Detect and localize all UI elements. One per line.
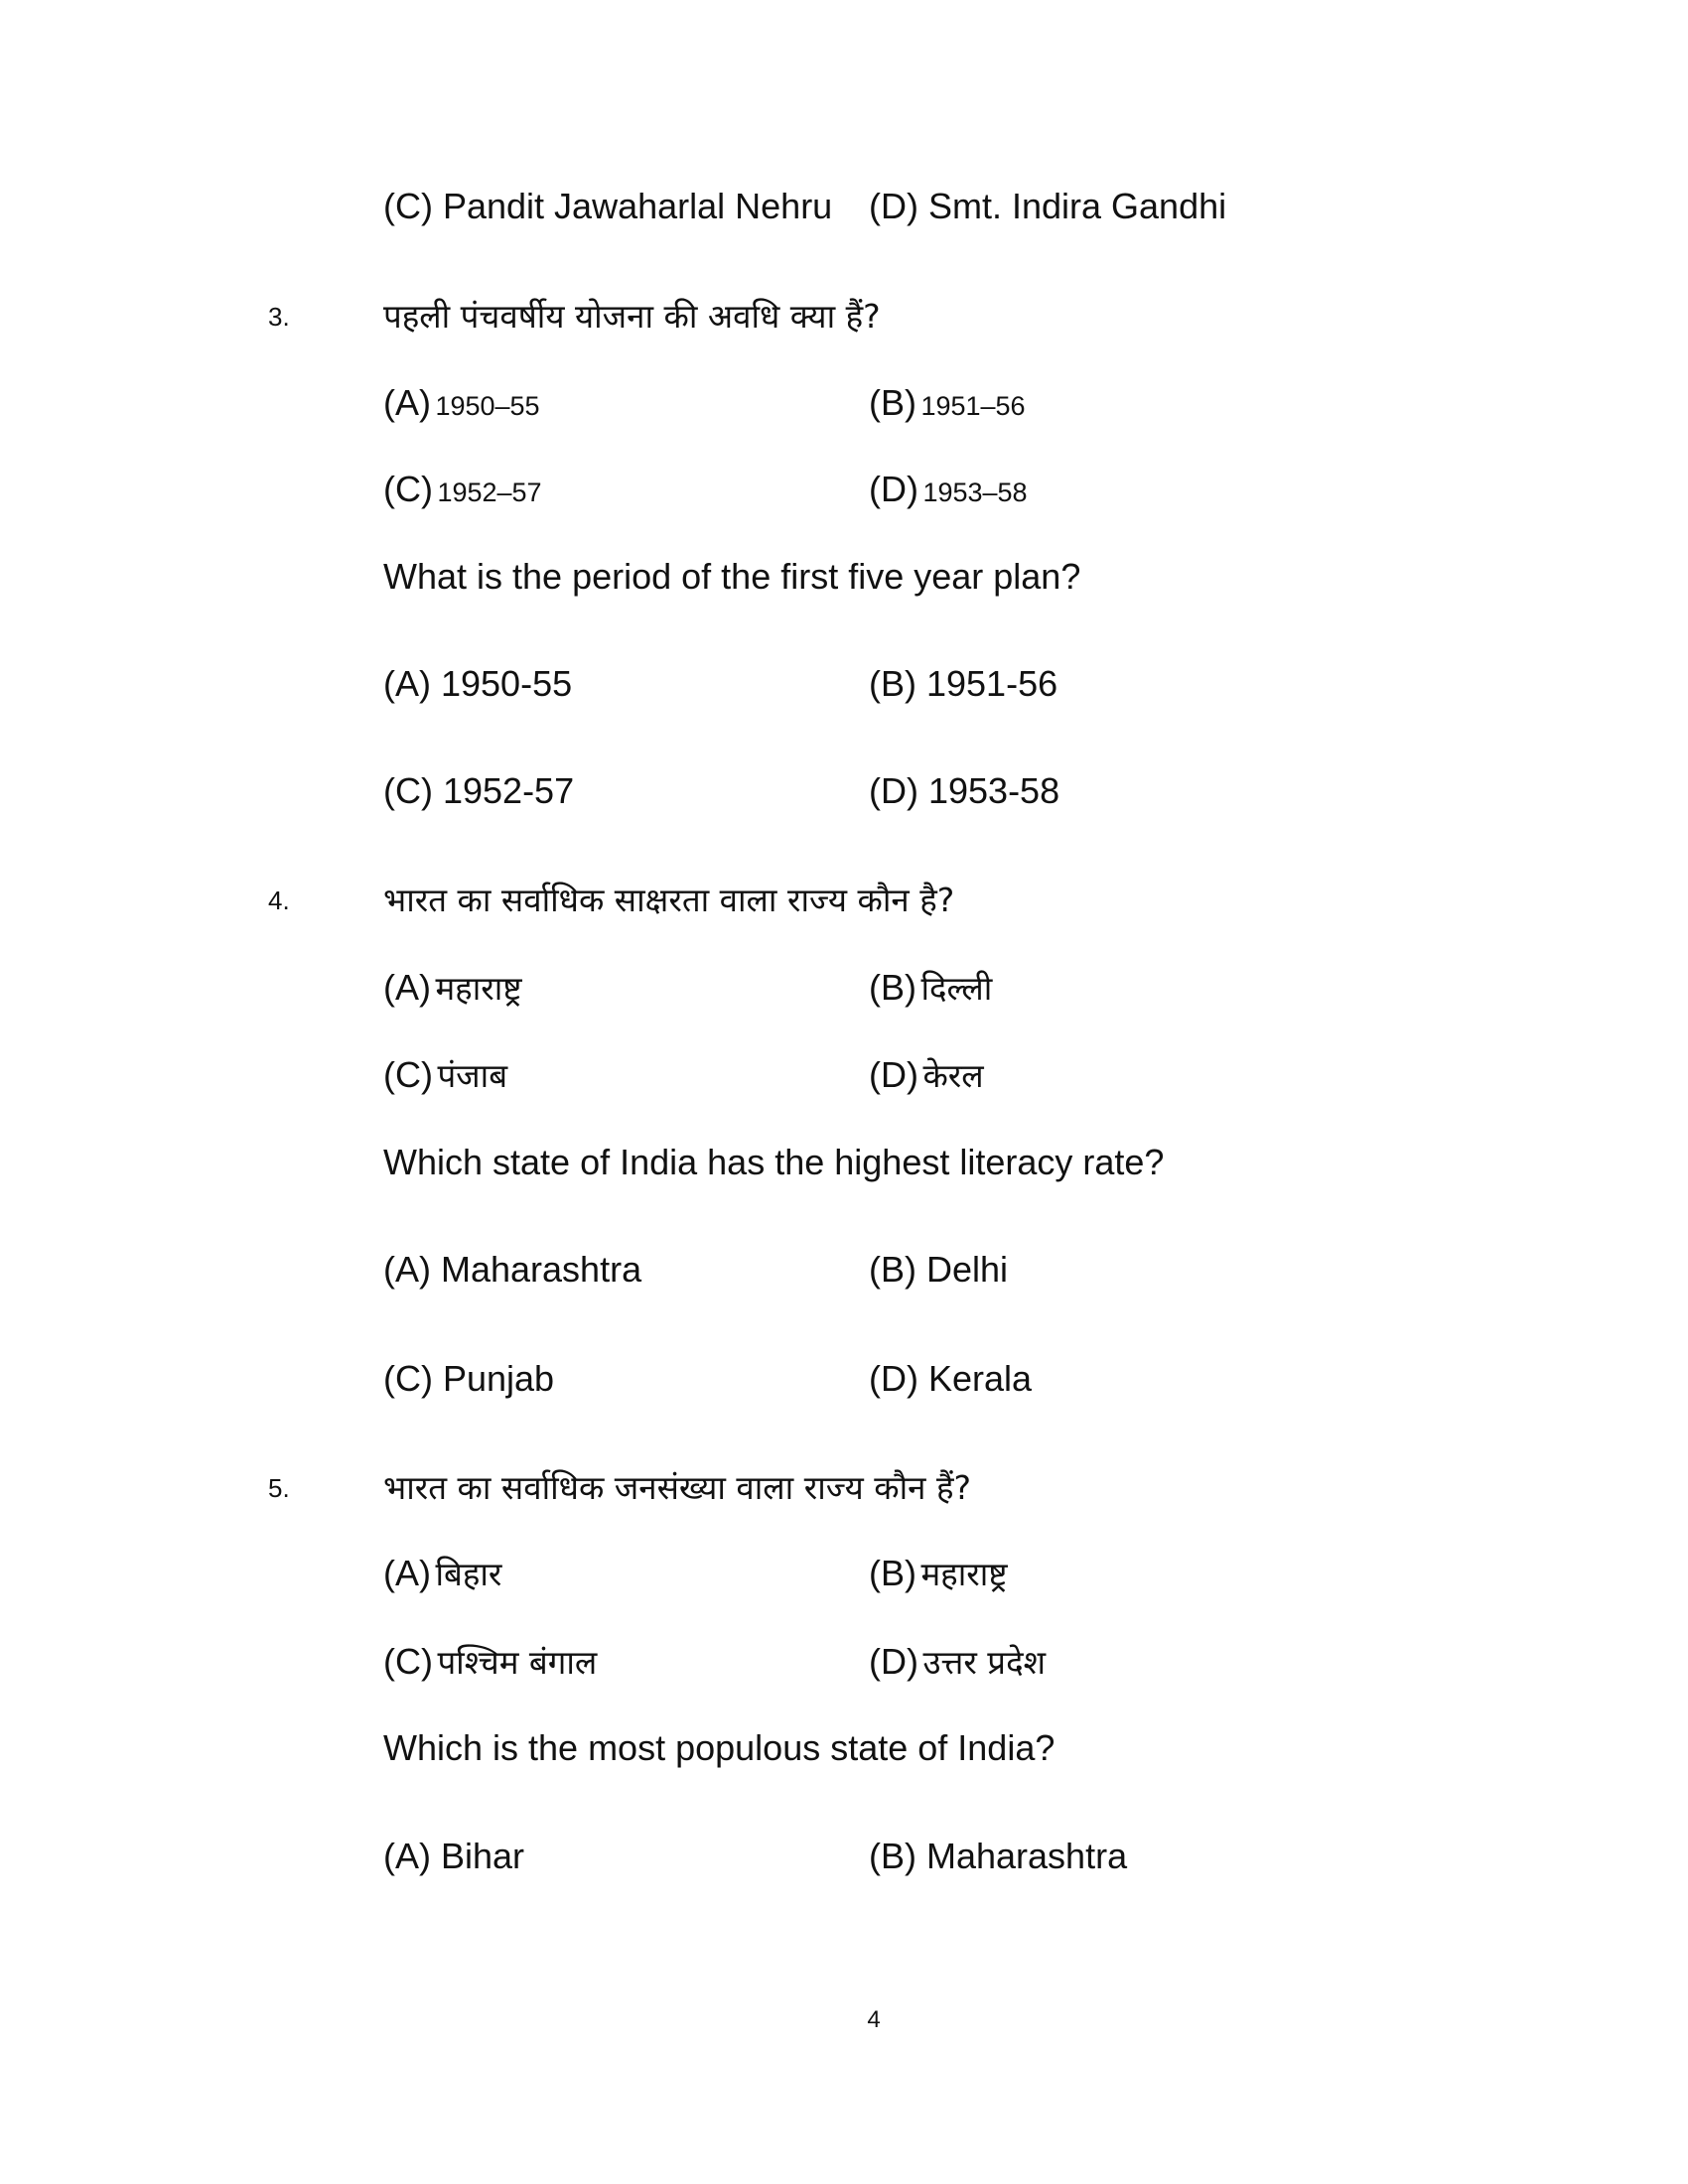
option-label: (C) xyxy=(383,1641,433,1682)
question-english: Which state of India has the highest literacy rate? xyxy=(383,1142,1165,1182)
option-c-hindi xyxy=(383,1053,507,1097)
question-english: What is the period of the first five year plan? xyxy=(383,556,1081,597)
option-text: 1952–57 xyxy=(437,478,542,507)
question-number: 5. xyxy=(268,1473,290,1503)
option-b: (B) Maharashtra xyxy=(869,1836,1128,1876)
option-text: 1950–55 xyxy=(435,391,540,421)
option-c: (C) 1952-57 xyxy=(383,770,575,811)
option-label: (D) xyxy=(869,1054,918,1095)
question-hindi: भारत का सर्वाधिक साक्षरता वाला राज्य कौन है? xyxy=(383,881,955,919)
page-number: 4 xyxy=(867,2006,881,2033)
option-d-hindi xyxy=(869,1640,1046,1684)
question-number: 3. xyxy=(268,302,290,332)
option-text: 1951–56 xyxy=(920,391,1026,421)
option-d: (D) Smt. Indira Gandhi xyxy=(869,186,1227,226)
option-a-hindi xyxy=(383,381,540,425)
option-b-hindi xyxy=(869,1552,1008,1595)
option-text: 1953–58 xyxy=(922,478,1028,507)
option-text: महाराष्ट्र xyxy=(435,969,522,1008)
option-label: (C) xyxy=(383,1054,433,1095)
option-label: (B) xyxy=(869,382,916,423)
option-label: (D) xyxy=(869,469,918,509)
option-c-hindi xyxy=(383,468,542,511)
question-english: Which is the most populous state of India? xyxy=(383,1727,1055,1768)
option-a: (A) Maharashtra xyxy=(383,1249,642,1290)
option-text: महाराष्ट्र xyxy=(920,1555,1008,1593)
option-d: (D) 1953-58 xyxy=(869,770,1060,811)
option-c-hindi xyxy=(383,1640,597,1684)
option-text: पंजाब xyxy=(437,1056,508,1095)
option-label: (A) xyxy=(383,1553,431,1593)
option-label: (A) xyxy=(383,382,431,423)
question-hindi: पहली पंचवर्षीय योजना की अवधि क्या हैं? xyxy=(383,297,881,336)
option-a-hindi xyxy=(383,1552,501,1595)
option-label: (A) xyxy=(383,967,431,1008)
option-a: (A) Bihar xyxy=(383,1836,525,1876)
option-text: बिहार xyxy=(435,1555,502,1593)
option-label: (B) xyxy=(869,1553,916,1593)
option-label: (B) xyxy=(869,967,916,1008)
option-d-hindi xyxy=(869,1053,984,1097)
option-b-hindi xyxy=(869,381,1026,425)
option-text: केरल xyxy=(922,1056,984,1095)
option-d: (D) Kerala xyxy=(869,1358,1033,1399)
option-c: (C) Pandit Jawaharlal Nehru xyxy=(383,186,833,226)
question-number: 4. xyxy=(268,886,290,915)
option-b: (B) Delhi xyxy=(869,1249,1009,1290)
option-text: उत्तर प्रदेश xyxy=(922,1643,1047,1682)
option-a: (A) 1950-55 xyxy=(383,663,573,704)
option-b: (B) 1951-56 xyxy=(869,663,1058,704)
option-a-hindi xyxy=(383,966,522,1010)
option-text: दिल्ली xyxy=(920,969,993,1008)
option-b-hindi xyxy=(869,966,992,1010)
option-d-hindi xyxy=(869,468,1028,511)
option-text: पश्चिम बंगाल xyxy=(437,1643,598,1682)
question-hindi: भारत का सर्वाधिक जनसंख्या वाला राज्य कौन हैं? xyxy=(383,1468,971,1507)
option-label: (D) xyxy=(869,1641,918,1682)
option-c: (C) Punjab xyxy=(383,1358,555,1399)
option-label: (C) xyxy=(383,469,433,509)
